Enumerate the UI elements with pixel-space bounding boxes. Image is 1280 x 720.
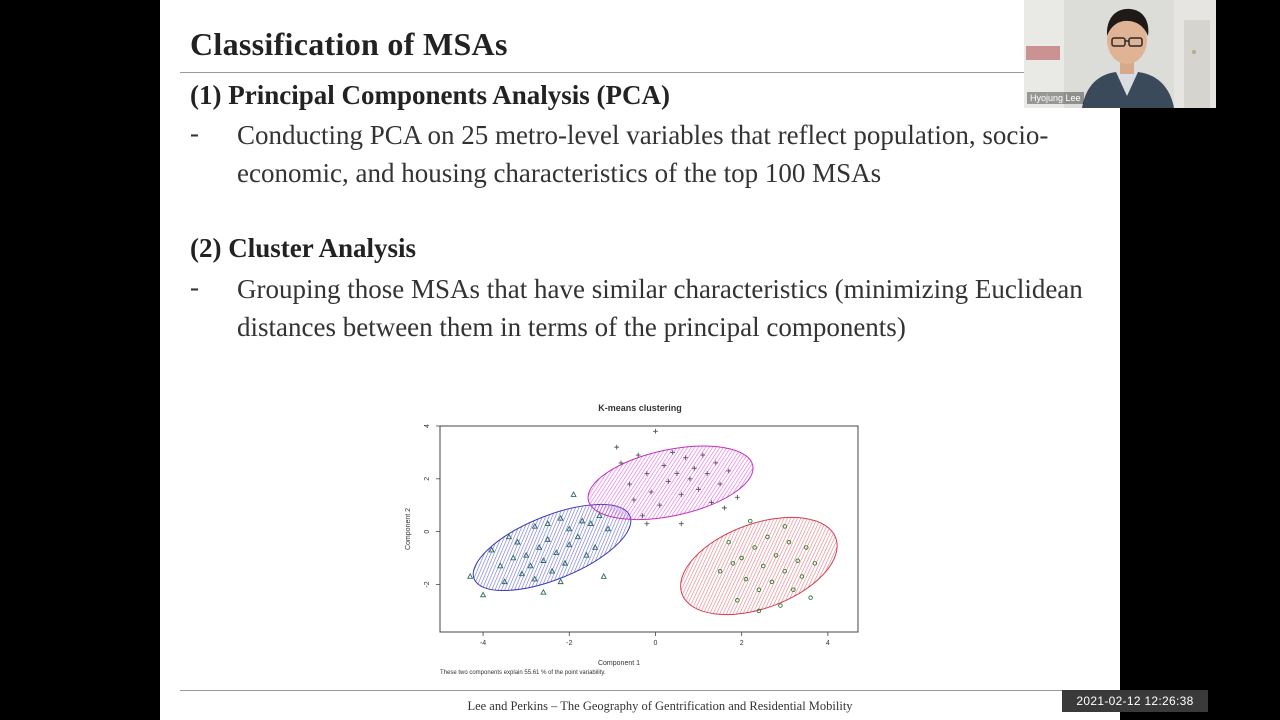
y-axis-label: Component 2 bbox=[405, 507, 412, 551]
data-point bbox=[809, 596, 813, 600]
y-tick-label: 2 bbox=[424, 476, 431, 481]
data-point bbox=[571, 492, 576, 496]
kmeans-chart bbox=[400, 398, 870, 684]
section-heading-cluster: (2) Cluster Analysis bbox=[190, 233, 417, 263]
data-point bbox=[644, 521, 649, 526]
x-tick-label: 0 bbox=[653, 640, 658, 647]
recording-timestamp: 2021-02-12 12:26:38 bbox=[1062, 690, 1208, 712]
data-point bbox=[679, 521, 684, 526]
y-tick-label: 0 bbox=[424, 529, 431, 534]
section-heading-pca: (1) Principal Components Analysis (PCA) bbox=[190, 80, 671, 110]
y-tick-label: -2 bbox=[424, 581, 431, 588]
participant-name-label: Hyojung Lee bbox=[1027, 92, 1084, 104]
data-point bbox=[735, 495, 740, 500]
chart-note: These two components explain 55.61 % of the point variability. bbox=[440, 670, 606, 676]
x-tick-label: 2 bbox=[739, 640, 744, 647]
x-tick-label: -2 bbox=[566, 640, 573, 647]
data-point bbox=[614, 445, 619, 450]
bullet-dash: - bbox=[190, 272, 199, 302]
data-point bbox=[779, 604, 783, 608]
slide-title: Classification of MSAs bbox=[190, 26, 508, 62]
data-point bbox=[722, 505, 727, 510]
bullet-text-pca: Conducting PCA on 25 metro-level variables that reflect population, socio-economic, and housing characteristics of the top 100 MSAs bbox=[237, 120, 1049, 188]
x-axis-label: Component 1 bbox=[597, 660, 641, 667]
data-point bbox=[468, 574, 473, 578]
y-tick-label: 4 bbox=[424, 424, 431, 428]
participant-video-tile[interactable] bbox=[1024, 0, 1216, 108]
data-point bbox=[558, 579, 563, 583]
data-point bbox=[653, 429, 658, 434]
kmeans-chart-svg bbox=[400, 398, 870, 684]
x-tick-label: -4 bbox=[479, 640, 487, 647]
data-point bbox=[601, 574, 606, 578]
title-divider bbox=[180, 72, 1120, 73]
chart-title: K-means clustering bbox=[598, 403, 682, 413]
slide bbox=[160, 0, 1120, 720]
bullet-dash: - bbox=[190, 118, 199, 148]
data-point bbox=[481, 592, 486, 596]
footer-divider bbox=[180, 690, 1120, 691]
data-point bbox=[541, 590, 546, 594]
x-tick-label: 4 bbox=[825, 640, 830, 647]
bullet-text-cluster: Grouping those MSAs that have similar characteristics (minimizing Euclidean distances between them in terms of the principal components) bbox=[237, 274, 1083, 342]
cluster-ellipse bbox=[667, 498, 850, 633]
slide-footer: Lee and Perkins – The Geography of Gentrification and Residential Mobility bbox=[467, 699, 853, 713]
data-point bbox=[748, 519, 752, 523]
